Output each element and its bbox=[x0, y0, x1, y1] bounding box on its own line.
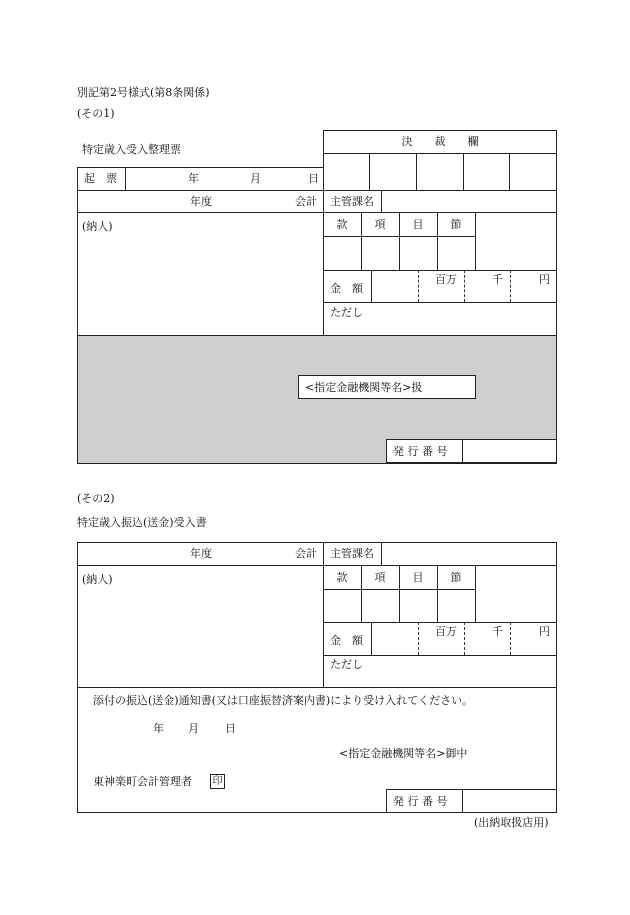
form2-seal: 印 bbox=[210, 774, 225, 789]
form2-budget-header-kan: 款 bbox=[336, 571, 348, 584]
form2-title: 特定歳入振込(送金)受入書 bbox=[77, 516, 207, 529]
part1-label: (その1) bbox=[77, 107, 115, 120]
form2-account-label: 会計 bbox=[295, 547, 317, 560]
account-label: 会計 bbox=[295, 195, 317, 208]
form2-issue-no-label: 発 行 番 号 bbox=[393, 795, 448, 808]
payer-label: (納人) bbox=[82, 220, 113, 233]
fiscal-year-label: 年度 bbox=[190, 195, 212, 208]
form2-budget-header-moku: 目 bbox=[412, 571, 424, 584]
part2-label: (その2) bbox=[77, 492, 115, 505]
draft-date-month: 月 bbox=[250, 172, 261, 185]
form2-amount-label: 金 額 bbox=[330, 634, 363, 647]
budget-header-setsu: 節 bbox=[450, 218, 462, 231]
form2-notice-text: 添付の振込(送金)通知書(又は口座振替済案内書)により受け入れてください。 bbox=[93, 694, 474, 707]
form2-date-month: 月 bbox=[188, 722, 199, 735]
form2-bank-name: <指定金融機関等名>御中 bbox=[339, 747, 468, 760]
form2-manager-label: 東神楽町会計管理者 bbox=[93, 775, 192, 788]
approval-header: 決 裁 欄 bbox=[401, 135, 479, 148]
form1-bank-area-lower bbox=[77, 439, 386, 463]
form2-fiscal-year-label: 年度 bbox=[190, 547, 212, 560]
budget-header-kan: 款 bbox=[336, 218, 348, 231]
form1-title: 特定歳入受入整理票 bbox=[82, 143, 181, 156]
form2-proviso-label: ただし bbox=[330, 658, 363, 671]
draft-date-day: 日 bbox=[308, 172, 319, 185]
form2-footer-note: (出納取扱店用) bbox=[474, 816, 549, 829]
dept-label: 主管課名 bbox=[330, 195, 374, 208]
form1-bank-name: <指定金融機関等名>扱 bbox=[305, 381, 423, 394]
draft-label: 起 票 bbox=[84, 172, 117, 185]
amount-unit-million: 百万 bbox=[435, 273, 457, 286]
form2-dept-label: 主管課名 bbox=[330, 547, 374, 560]
form1-issue-no-label: 発 行 番 号 bbox=[393, 445, 448, 458]
budget-header-kou: 項 bbox=[374, 218, 386, 231]
form2-date-day: 日 bbox=[225, 722, 236, 735]
form2-payer-label: (納人) bbox=[82, 573, 113, 586]
proviso-label: ただし bbox=[330, 306, 363, 319]
form2-budget-header-setsu: 節 bbox=[450, 571, 462, 584]
form2-amount-unit-thousand: 千 bbox=[492, 625, 503, 638]
form2-amount-unit-million: 百万 bbox=[435, 625, 457, 638]
budget-header-moku: 目 bbox=[412, 218, 424, 231]
form2-budget-header-kou: 項 bbox=[374, 571, 386, 584]
amount-unit-thousand: 千 bbox=[492, 273, 503, 286]
draft-date-year: 年 bbox=[188, 172, 199, 185]
form2-date-year: 年 bbox=[153, 722, 164, 735]
form2-amount-unit-yen: 円 bbox=[539, 625, 550, 638]
amount-unit-yen: 円 bbox=[539, 273, 550, 286]
amount-label: 金 額 bbox=[330, 282, 363, 295]
form-title: 別記第2号様式(第8条関係) bbox=[77, 86, 210, 99]
